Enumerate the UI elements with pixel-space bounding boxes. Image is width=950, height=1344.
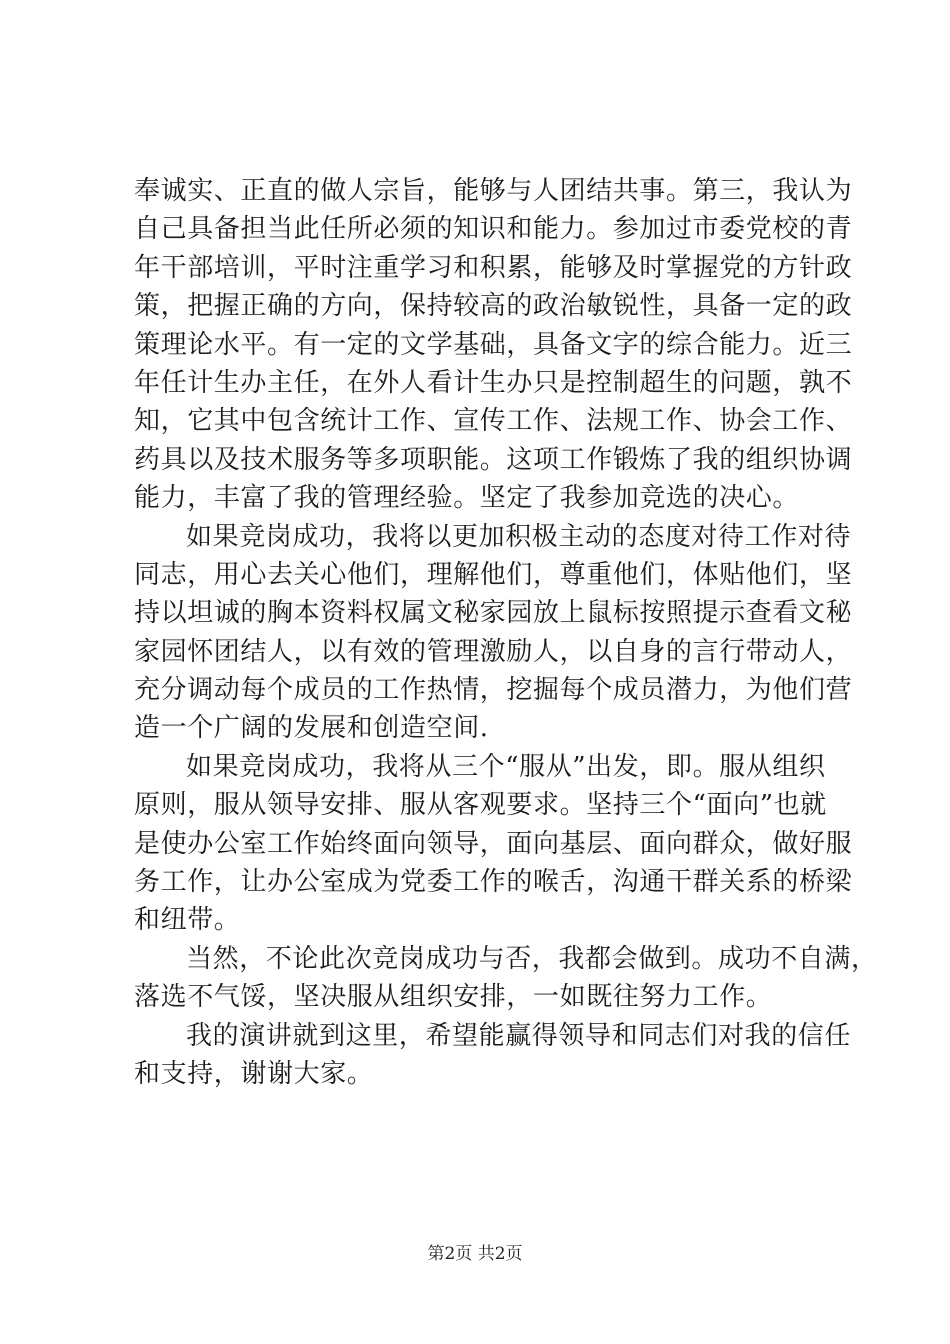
text-line: 策理论水平。有一定的文学基础，具备文字的综合能力。近三 [134, 329, 853, 360]
text-line: 策，把握正确的方向，保持较高的政治敏锐性，具备一定的政 [134, 291, 853, 322]
text-line: 造一个广阔的发展和创造空间. [134, 713, 489, 744]
text-line: 务工作，让办公室成为党委工作的喉舌，沟通干群关系的桥梁 [134, 867, 853, 898]
paragraph-first-line: 如果竞岗成功，我将以更加积极主动的态度对待工作对待 [186, 521, 852, 552]
paragraph-first-line: 如果竞岗成功，我将从三个“服从”出发，即。服从组织 [186, 751, 826, 782]
paragraph-first-line: 我的演讲就到这里，希望能赢得领导和同志们对我的信任 [186, 1020, 852, 1051]
text-line: 和纽带。 [134, 905, 241, 936]
text-line: 持以坦诚的胸本资料权属文秘家园放上鼠标按照提示查看文秘 [134, 598, 853, 629]
text-line: 年干部培训，平时注重学习和积累，能够及时掌握党的方针政 [134, 252, 853, 283]
paragraph-first-line: 当然，不论此次竞岗成功与否，我都会做到。成功不自满， [186, 943, 878, 974]
text-line: 原则，服从领导安排、服从客观要求。坚持三个“面向”也就 [134, 790, 827, 821]
text-line: 药具以及技术服务等多项职能。这项工作锻炼了我的组织协调 [134, 444, 853, 475]
text-line: 自己具备担当此任所必须的知识和能力。参加过市委党校的青 [134, 214, 853, 245]
text-line: 落选不气馁，坚决服从组织安排，一如既往努力工作。 [134, 982, 773, 1013]
text-line: 和支持，谢谢大家。 [134, 1058, 374, 1089]
page-footer: 第2页 共2页 [427, 1244, 523, 1264]
text-line: 同志，用心去关心他们，理解他们，尊重他们，体贴他们，坚 [134, 559, 853, 590]
text-line: 家园怀团结人，以有效的管理激励人，以自身的言行带动人， [134, 636, 853, 667]
text-line: 年任计生办主任，在外人看计生办只是控制超生的问题，孰不 [134, 367, 853, 398]
text-line: 是使办公室工作始终面向领导，面向基层、面向群众，做好服 [134, 828, 853, 859]
body-text [134, 172, 878, 1093]
text-line: 奉诚实、正直的做人宗旨，能够与人团结共事。第三，我认为 [134, 176, 853, 206]
text-line: 能力，丰富了我的管理经验。坚定了我参加竞选的决心。 [134, 483, 800, 514]
text-line: 知，它其中包含统计工作、宣传工作、法规工作、协会工作、 [134, 406, 853, 437]
text-line: 充分调动每个成员的工作热情，挖掘每个成员潜力，为他们营 [134, 675, 853, 706]
